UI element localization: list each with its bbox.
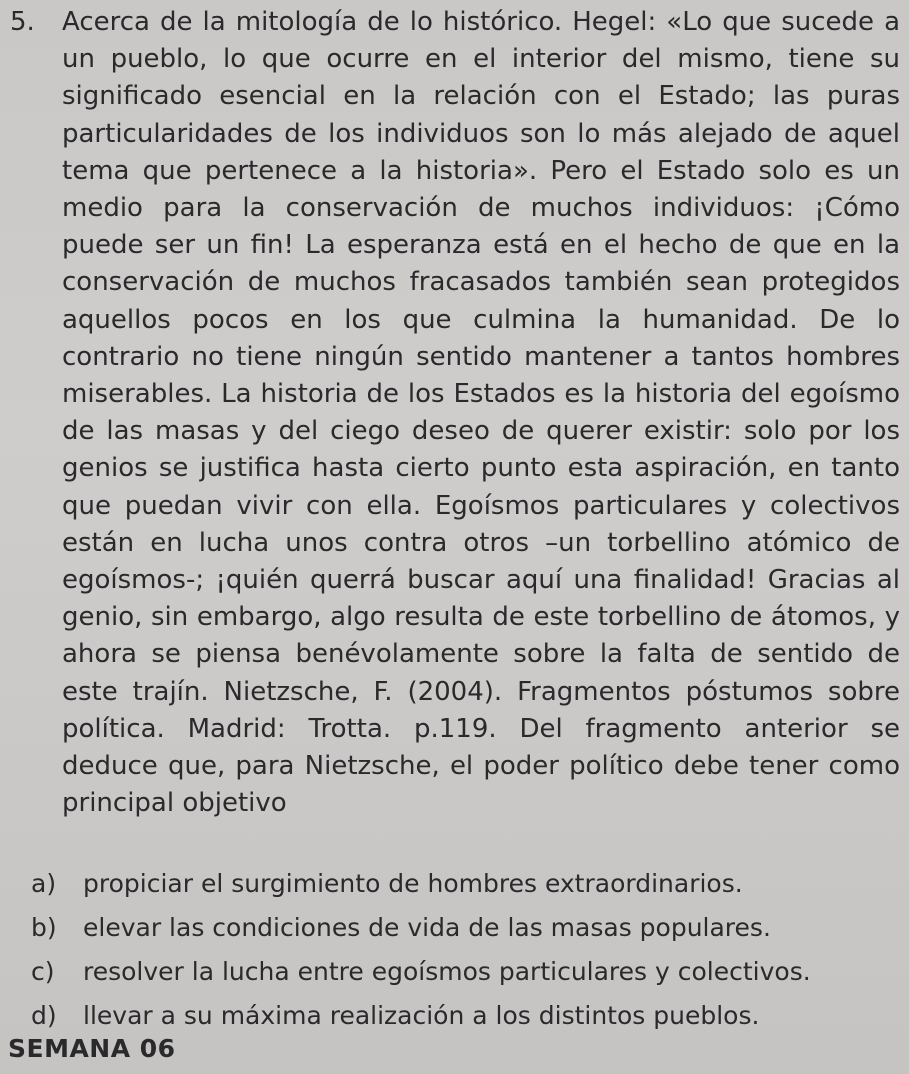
option-letter: d) — [31, 1001, 57, 1030]
option-c — [31, 950, 891, 994]
option-b — [31, 906, 891, 950]
option-letter: c) — [31, 957, 55, 986]
question-text: Acerca de la mitología de lo histórico. Hegel: «Lo que sucede a un pueblo, lo que ocurre en el interior del mismo, tiene su significado esencial en la relación con el Estado; las puras particularidades de los individuos son lo más alejado de aquel tema que pertenece a la historia». Pero el Estado solo es un medio para la conservación de muchos individuos: ¡Cómo puede ser un fin! La esperanza está en el hecho de que en la conservación de muchos fracasados también sean protegidos aquellos pocos en los que culmina la humanidad. De lo contrario no tiene ningún sentido mantener a tantos hombres miserables. La historia de los Estados es la historia del egoísmo de las masas y del ciego deseo de querer existir: solo por los genios se justifica hasta cierto punto esta aspiración, en tanto que puedan vivir con ella. Egoísmos particulares y colectivos están en lucha unos contra otros –un torbellino atómico de egoísmos-; ¡quién querrá buscar aquí una finalidad! Gracias al genio, sin embargo, algo resulta de este torbellino de átomos, y ahora se piensa benévolamente sobre la falta de sentido de este trajín. Nietzsche, F. (2004). Fragmentos póstumos sobre política. Madrid: Trotta. p.119. Del fragmento anterior se deduce que, para Nietzsche, el poder político debe tener como principal objetivo — [62, 7, 900, 819]
option-text: elevar las condiciones de vida de las masas populares. — [83, 913, 771, 942]
option-d — [31, 994, 891, 1038]
option-text: llevar a su máxima realización a los distintos pueblos. — [83, 1001, 760, 1030]
option-text: resolver la lucha entre egoísmos particulares y colectivos. — [83, 957, 811, 986]
answer-options — [31, 862, 891, 1038]
question-number: 5. — [10, 7, 35, 37]
week-label: SEMANA 06 — [8, 1034, 176, 1063]
question-block — [10, 4, 900, 822]
option-a — [31, 862, 891, 906]
option-letter: b) — [31, 913, 57, 942]
option-letter: a) — [31, 869, 57, 898]
option-text: propiciar el surgimiento de hombres extraordinarios. — [83, 869, 743, 898]
